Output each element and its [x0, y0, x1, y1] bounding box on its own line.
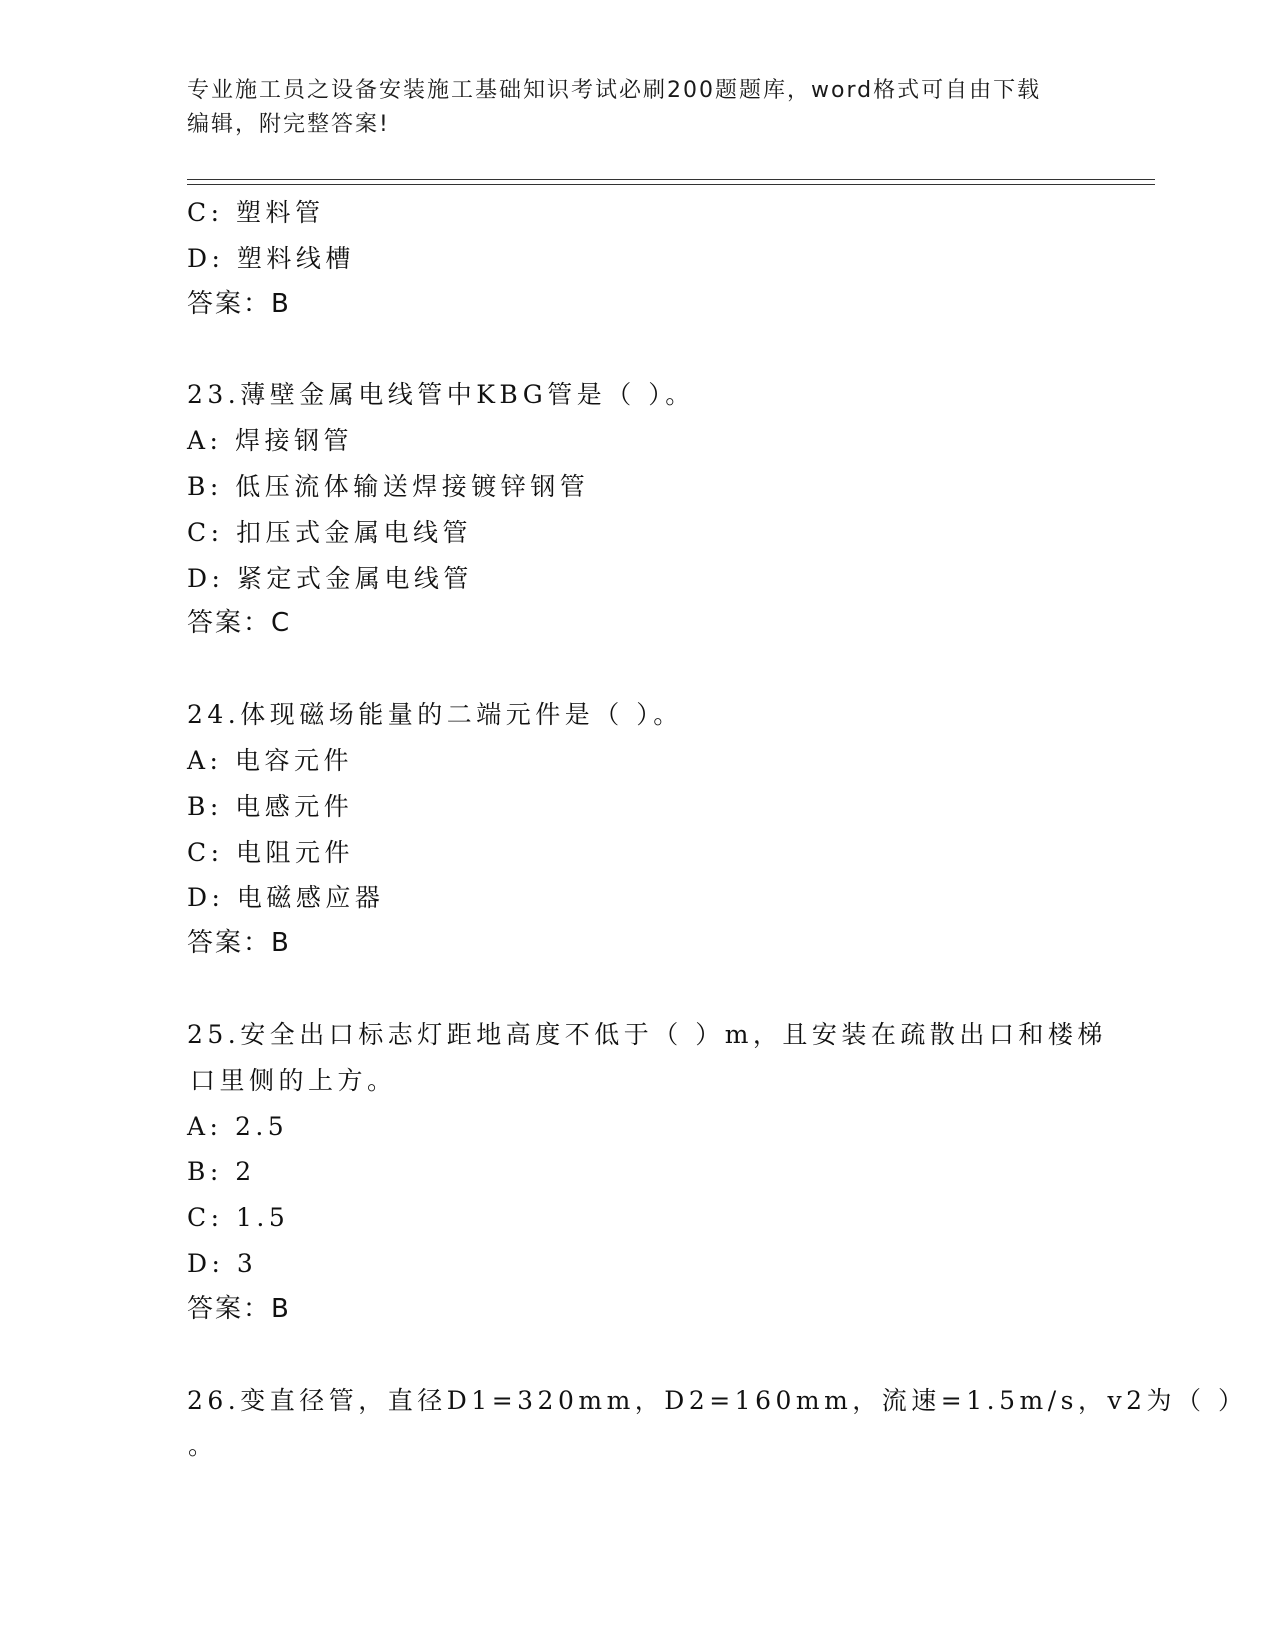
question-22-tail: [187, 190, 1087, 327]
option-c: C: 1.5: [187, 1203, 290, 1233]
answer-line: 答案：C: [187, 608, 292, 639]
option-d: D: 电磁感应器: [187, 883, 385, 913]
option-d: D: 塑料线槽: [187, 243, 355, 273]
header-divider-bottom: [187, 184, 1155, 185]
question-23: [187, 372, 1087, 647]
answer-line: 答案：B: [187, 288, 291, 319]
header-line-2: 编辑，附完整答案!: [187, 112, 390, 137]
question-list: [187, 190, 1248, 1469]
question-stem: 23.薄壁金属电线管中KBG管是（ ）。: [187, 380, 695, 410]
answer-line: 答案：B: [187, 1293, 291, 1324]
question-stem: 26.变直径管，直径D1=320mm，D2=160mm，流速=1.5m/s，v2为（ ）: [187, 1385, 1248, 1415]
document-header: [187, 74, 1087, 142]
option-c: C: 塑料管: [187, 198, 325, 227]
question-26: [187, 1378, 1248, 1470]
question-25: [187, 1012, 1107, 1333]
option-a: A: 焊接钢管: [187, 426, 353, 456]
option-b: B: 2: [187, 1157, 256, 1187]
option-c: C: 电阻元件: [187, 837, 355, 867]
question-stem-continued: 口里侧的上方。: [190, 1065, 397, 1095]
question-stem-continued: 。: [188, 1431, 218, 1461]
question-stem: 25.安全出口标志灯距地高度不低于（ ）m，且安装在疏散出口和楼梯: [187, 1019, 1107, 1049]
option-b: B: 低压流体输送焊接镀锌钢管: [187, 471, 590, 501]
answer-line: 答案：B: [187, 928, 291, 959]
header-divider-top: [187, 179, 1155, 180]
option-d: D: 3: [187, 1248, 258, 1278]
option-c: C: 扣压式金属电线管: [187, 517, 473, 547]
option-a: A: 2.5: [187, 1111, 289, 1141]
header-line-1: 专业施工员之设备安装施工基础知识考试必刷200题题库，word格式可自由下载: [187, 78, 1042, 103]
question-24: [187, 692, 1087, 967]
option-b: B: 电感元件: [187, 791, 354, 821]
option-a: A: 电容元件: [187, 745, 353, 775]
option-d: D: 紧定式金属电线管: [187, 563, 473, 593]
question-stem: 24.体现磁场能量的二端元件是（ ）。: [187, 700, 683, 730]
